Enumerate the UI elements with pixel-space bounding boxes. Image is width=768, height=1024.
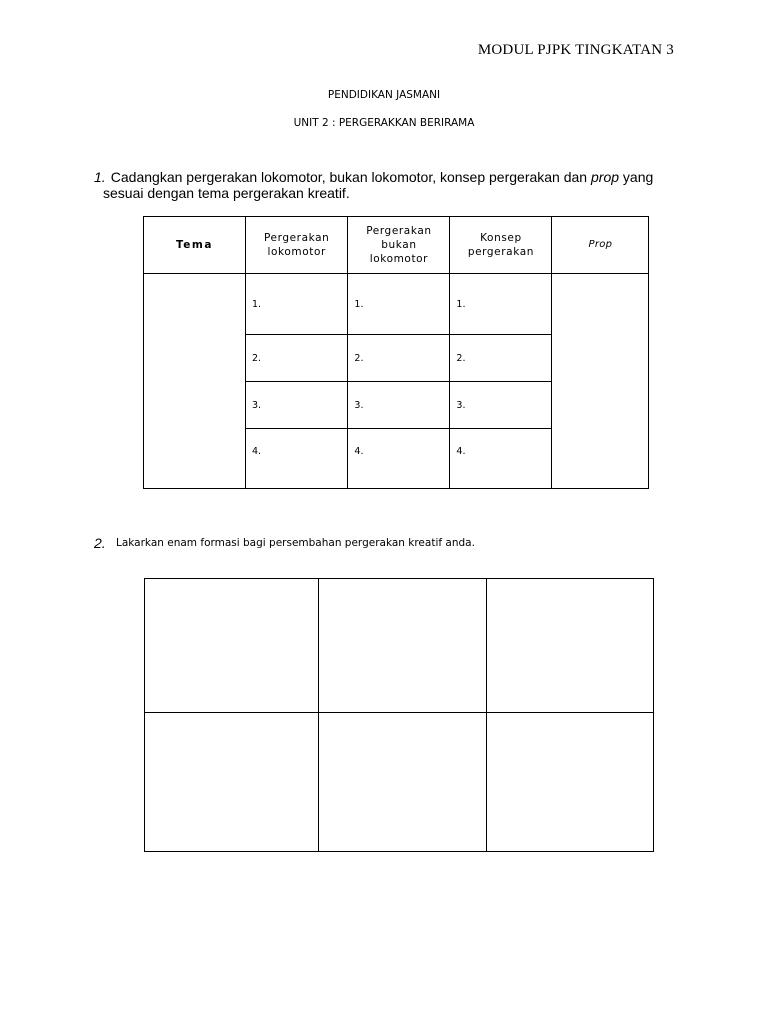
konsep-cell-2[interactable]: 2.: [450, 335, 552, 382]
konsep-cell-1[interactable]: 1.: [450, 274, 552, 335]
bukan-lokomotor-cell-4[interactable]: 4.: [348, 429, 450, 489]
subject-heading: PENDIDIKAN JASMANI: [327, 89, 441, 101]
movement-table-header-row: [144, 217, 649, 274]
prop-answer-cell[interactable]: [552, 274, 649, 489]
tema-answer-cell[interactable]: [144, 274, 246, 489]
formation-box-3[interactable]: [487, 579, 654, 713]
formation-row-1: [145, 579, 654, 713]
movement-table: [143, 216, 649, 489]
lokomotor-cell-2[interactable]: 2.: [246, 335, 348, 382]
bukan-lokomotor-cell-2[interactable]: 2.: [348, 335, 450, 382]
konsep-cell-3[interactable]: 3.: [450, 382, 552, 429]
formation-box-6[interactable]: [487, 713, 654, 852]
header-prop: Prop: [552, 217, 649, 274]
header-konsep: Konsep pergerakan: [450, 217, 552, 274]
formation-box-4[interactable]: [145, 713, 319, 852]
movement-table-row-1: [144, 274, 649, 335]
unit-heading: UNIT 2 : PERGERAKKAN BERIRAMA: [293, 117, 475, 129]
header-lokomotor: Pergerakan lokomotor: [246, 217, 348, 274]
header-tema: Tema: [144, 217, 246, 274]
question-2-text: Lakarkan enam formasi bagi persembahan pergerakan kreatif anda.: [116, 537, 475, 549]
bukan-lokomotor-cell-3[interactable]: 3.: [348, 382, 450, 429]
question-1-text-start: Cadangkan pergerakan lokomotor, bukan lokomotor, konsep pergerakan dan: [110, 169, 591, 185]
question-1-prop-word: prop: [591, 169, 620, 185]
question-2-number: 2.: [94, 535, 106, 551]
question-1-number: 1.: [94, 169, 106, 185]
formation-box-1[interactable]: [145, 579, 319, 713]
formation-row-2: [145, 713, 654, 852]
formation-sketch-grid: [144, 578, 654, 852]
lokomotor-cell-3[interactable]: 3.: [246, 382, 348, 429]
question-1-text: [103, 169, 683, 201]
lokomotor-cell-1[interactable]: 1.: [246, 274, 348, 335]
module-title: MODUL PJPK TINGKATAN 3: [477, 42, 674, 58]
question-1-text-end: yang sesuai dengan tema pergerakan kreatif.: [103, 169, 654, 201]
formation-box-5[interactable]: [319, 713, 487, 852]
konsep-cell-4[interactable]: 4.: [450, 429, 552, 489]
header-bukan-lokomotor: Pergerakan bukan lokomotor: [348, 217, 450, 274]
formation-box-2[interactable]: [319, 579, 487, 713]
lokomotor-cell-4[interactable]: 4.: [246, 429, 348, 489]
bukan-lokomotor-cell-1[interactable]: 1.: [348, 274, 450, 335]
